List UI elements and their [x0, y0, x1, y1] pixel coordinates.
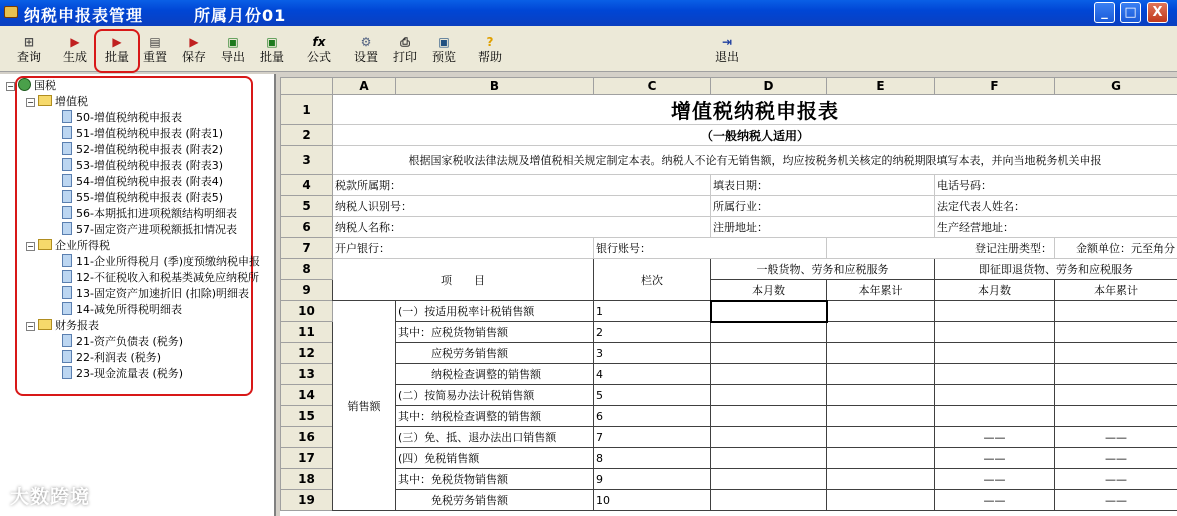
cell-na: ——	[1055, 469, 1177, 490]
cell-input[interactable]	[827, 301, 935, 322]
line-no: 5	[594, 385, 711, 406]
line-no: 7	[594, 427, 711, 448]
cell-input[interactable]	[711, 448, 827, 469]
document-icon	[62, 222, 72, 235]
row-header[interactable]: 1	[281, 95, 333, 125]
document-icon	[62, 142, 72, 155]
exit-button[interactable]: ⇥ 退出	[714, 35, 739, 64]
row-header[interactable]: 15	[281, 406, 333, 427]
exit-icon: ⇥	[721, 35, 733, 49]
document-icon	[62, 334, 72, 347]
tree-root-guoshui[interactable]: − 国税	[7, 79, 56, 92]
cell-input[interactable]	[827, 469, 935, 490]
export-button[interactable]: ▣ 导出	[220, 35, 245, 64]
cell-na: ——	[935, 469, 1055, 490]
tree-item[interactable]: 12-不征税收入和税基类减免应纳税所	[62, 270, 259, 286]
cell-input[interactable]	[827, 343, 935, 364]
formula-button[interactable]: fx 公式	[306, 35, 331, 64]
query-icon: ⊞	[23, 35, 35, 49]
document-icon	[62, 254, 72, 267]
cell-na: ——	[1055, 490, 1177, 511]
batch-icon: ▶	[112, 35, 122, 49]
row-header[interactable]: 14	[281, 385, 333, 406]
title-bar	[0, 0, 1177, 26]
document-icon	[62, 174, 72, 187]
batch-button[interactable]: ▶ 批量	[96, 31, 138, 71]
year-header: 本年累计	[827, 280, 935, 301]
document-icon	[62, 190, 72, 203]
export-excel-icon: ▣	[227, 35, 239, 49]
app-icon	[4, 6, 18, 18]
line-no: 1	[594, 301, 711, 322]
cell-input[interactable]	[935, 385, 1055, 406]
row-header[interactable]: 8	[281, 259, 333, 280]
cell-input[interactable]	[711, 490, 827, 511]
cell-input[interactable]	[1055, 301, 1177, 322]
row-header[interactable]: 3	[281, 146, 333, 175]
col-header[interactable]: F	[935, 78, 1055, 95]
tree-group-income-tax[interactable]: − 企业所得税	[27, 239, 110, 252]
batch-export-button[interactable]: ▣ 批量	[259, 35, 284, 64]
cell-input[interactable]	[711, 427, 827, 448]
biz-address-label: 生产经营地址：	[935, 217, 1177, 238]
row-header[interactable]: 6	[281, 217, 333, 238]
cell-input[interactable]	[935, 301, 1055, 322]
tree-item[interactable]: 23-现金流量表 (税务)	[62, 366, 183, 382]
tree-item[interactable]: 53-增值税纳税申报表 (附表3)	[62, 158, 223, 174]
cell-input[interactable]	[935, 343, 1055, 364]
cell-input[interactable]	[711, 469, 827, 490]
tree-item[interactable]: 14-减免所得税明细表	[62, 302, 182, 318]
reg-address-label: 注册地址：	[711, 217, 935, 238]
general-goods-header: 一般货物、劳务和应税服务	[711, 259, 935, 280]
folder-icon	[38, 319, 52, 330]
cell-input[interactable]	[827, 322, 935, 343]
taxpayer-id-label: 纳税人识别号：	[333, 196, 711, 217]
line-no-header: 栏次	[594, 259, 711, 301]
line-name: 其中：纳税检查调整的销售额	[396, 406, 594, 427]
tree-item[interactable]: 57-固定资产进项税额抵扣情况表	[62, 222, 237, 238]
sheet-title: 增值税纳税申报表	[333, 95, 1177, 125]
sales-label: 销售额	[333, 301, 396, 511]
help-button[interactable]: ? 帮助	[477, 35, 502, 64]
cell-input[interactable]	[1055, 343, 1177, 364]
document-icon	[62, 126, 72, 139]
corner-cell[interactable]	[281, 78, 333, 95]
save-icon: ▶	[189, 35, 199, 49]
cell-input[interactable]	[935, 364, 1055, 385]
cell-input[interactable]	[935, 322, 1055, 343]
save-button[interactable]: ▶ 保存	[181, 35, 206, 64]
minimize-button[interactable]: _	[1094, 2, 1115, 23]
row-header[interactable]: 16	[281, 427, 333, 448]
tree-item[interactable]: 13-固定资产加速折旧 (扣除)明细表	[62, 286, 249, 302]
line-no: 2	[594, 322, 711, 343]
line-no: 10	[594, 490, 711, 511]
cell-input[interactable]	[711, 364, 827, 385]
tree-group-vat[interactable]: − 增值税	[27, 95, 88, 108]
col-header[interactable]: C	[594, 78, 711, 95]
formula-icon: fx	[312, 35, 326, 49]
row-header[interactable]: 9	[281, 280, 333, 301]
cell-na: ——	[1055, 427, 1177, 448]
cell-input[interactable]	[935, 406, 1055, 427]
toolbar	[0, 26, 1177, 72]
tree-item[interactable]: 55-增值税纳税申报表 (附表5)	[62, 190, 223, 206]
reset-icon: ▤	[149, 35, 161, 49]
print-icon: ⎙	[400, 35, 410, 49]
tree-item[interactable]: 11-企业所得税月 (季)度预缴纳税申报	[62, 254, 260, 270]
cell-input[interactable]	[711, 406, 827, 427]
cell-input[interactable]	[1055, 406, 1177, 427]
item-header: 项 目	[333, 259, 594, 301]
spreadsheet[interactable]	[280, 77, 1177, 516]
document-icon	[62, 206, 72, 219]
row-header[interactable]: 17	[281, 448, 333, 469]
cell-input[interactable]	[827, 490, 935, 511]
cell-na: ——	[1055, 448, 1177, 469]
generate-button[interactable]: ▶ 生成	[62, 35, 87, 64]
year-header: 本年累计	[1055, 280, 1177, 301]
close-button[interactable]: X	[1147, 2, 1168, 23]
cell-input[interactable]	[827, 406, 935, 427]
maximize-button[interactable]: □	[1120, 2, 1141, 23]
line-name: 其中：应税货物销售额	[396, 322, 594, 343]
cell-input[interactable]	[827, 364, 935, 385]
batch-excel-icon: ▣	[266, 35, 278, 49]
cell-input[interactable]	[1055, 322, 1177, 343]
line-name: 免税劳务销售额	[396, 490, 594, 511]
document-icon	[62, 286, 72, 299]
col-header[interactable]: G	[1055, 78, 1177, 95]
line-name: (三）免、抵、退办法出口销售额	[396, 427, 594, 448]
window-subtitle: 所属月份01	[194, 6, 287, 25]
cell-input-selected[interactable]	[711, 301, 827, 322]
document-icon	[62, 366, 72, 379]
document-icon	[62, 302, 72, 315]
row-header[interactable]: 11	[281, 322, 333, 343]
row-header[interactable]: 18	[281, 469, 333, 490]
reset-button[interactable]: ▤ 重置	[142, 35, 167, 64]
month-header: 本月数	[935, 280, 1055, 301]
cell-input[interactable]	[1055, 364, 1177, 385]
line-no: 8	[594, 448, 711, 469]
tree-item[interactable]: 54-增值税纳税申报表 (附表4)	[62, 174, 223, 190]
line-name: (一）按适用税率计税销售额	[396, 301, 594, 322]
cell-input[interactable]	[711, 385, 827, 406]
line-name: (二）按简易办法计税销售额	[396, 385, 594, 406]
line-no: 6	[594, 406, 711, 427]
tree-item[interactable]: 50-增值税纳税申报表	[62, 110, 182, 126]
globe-icon	[18, 78, 31, 91]
query-button[interactable]: ⊞ 查询	[16, 35, 41, 64]
reg-type-label: 登记注册类型：	[827, 238, 1055, 259]
preview-icon: ▣	[438, 35, 450, 49]
tree-item[interactable]: 22-利润表 (税务)	[62, 350, 161, 366]
col-header[interactable]: E	[827, 78, 935, 95]
cell-input[interactable]	[1055, 385, 1177, 406]
unit-label: 金额单位：元至角分	[1055, 238, 1177, 259]
tree-item[interactable]: 51-增值税纳税申报表 (附表1)	[62, 126, 223, 142]
cell-na: ——	[935, 427, 1055, 448]
generate-icon: ▶	[70, 35, 80, 49]
folder-icon	[38, 95, 52, 106]
col-header[interactable]: B	[396, 78, 594, 95]
settings-icon: ⚙	[360, 35, 372, 49]
row-header[interactable]: 19	[281, 490, 333, 511]
sheet-note: 根据国家税收法律法规及增值税相关规定制定本表。纳税人不论有无销售额，均应按税务机关核定的纳税期限填写本表，并向当地税务机关申报	[333, 146, 1177, 175]
cell-input[interactable]	[711, 343, 827, 364]
tree-item[interactable]: 21-资产负债表 (税务)	[62, 334, 183, 350]
line-no: 4	[594, 364, 711, 385]
industry-label: 所属行业：	[711, 196, 935, 217]
legal-rep-label: 法定代表人姓名：	[935, 196, 1177, 217]
folder-icon	[38, 239, 52, 250]
row-header[interactable]: 10	[281, 301, 333, 322]
window-title: 纳税申报表管理	[24, 6, 144, 25]
phone-label: 电话号码：	[935, 175, 1177, 196]
fill-date-label: 填表日期：	[711, 175, 935, 196]
document-icon	[62, 350, 72, 363]
row-header[interactable]: 12	[281, 343, 333, 364]
line-name: 纳税检查调整的销售额	[396, 364, 594, 385]
help-icon: ?	[486, 35, 494, 49]
tree-item[interactable]: 56-本期抵扣进项税额结构明细表	[62, 206, 237, 222]
cell-input[interactable]	[827, 385, 935, 406]
tree-item[interactable]: 52-增值税纳税申报表 (附表2)	[62, 142, 223, 158]
row-header[interactable]: 4	[281, 175, 333, 196]
row-header[interactable]: 13	[281, 364, 333, 385]
document-icon	[62, 158, 72, 171]
tax-period-label: 税款所属期：	[333, 175, 711, 196]
document-icon	[62, 270, 72, 283]
col-header[interactable]: D	[711, 78, 827, 95]
print-button[interactable]: ⎙ 打印	[392, 35, 417, 64]
sheet-subtitle: （一般纳税人适用）	[333, 125, 1177, 146]
line-no: 9	[594, 469, 711, 490]
line-name: 应税劳务销售额	[396, 343, 594, 364]
cell-input[interactable]	[827, 427, 935, 448]
month-header: 本月数	[711, 280, 827, 301]
preview-button[interactable]: ▣ 预览	[431, 35, 456, 64]
cell-na: ——	[935, 448, 1055, 469]
bank-label: 开户银行：	[333, 238, 594, 259]
cell-input[interactable]	[711, 322, 827, 343]
tree-group-financial[interactable]: − 财务报表	[27, 319, 99, 332]
row-header[interactable]: 5	[281, 196, 333, 217]
taxpayer-name-label: 纳税人名称：	[333, 217, 711, 238]
line-no: 3	[594, 343, 711, 364]
cell-input[interactable]	[827, 448, 935, 469]
row-header[interactable]: 7	[281, 238, 333, 259]
refund-goods-header: 即征即退货物、劳务和应税服务	[935, 259, 1177, 280]
cell-na: ——	[935, 490, 1055, 511]
settings-button[interactable]: ⚙ 设置	[353, 35, 378, 64]
row-header[interactable]: 2	[281, 125, 333, 146]
line-name: (四）免税销售额	[396, 448, 594, 469]
document-icon	[62, 110, 72, 123]
col-header[interactable]: A	[333, 78, 396, 95]
watermark: 大数跨境	[10, 486, 91, 508]
report-tree	[0, 74, 276, 516]
account-label: 银行账号：	[594, 238, 827, 259]
line-name: 其中：免税货物销售额	[396, 469, 594, 490]
